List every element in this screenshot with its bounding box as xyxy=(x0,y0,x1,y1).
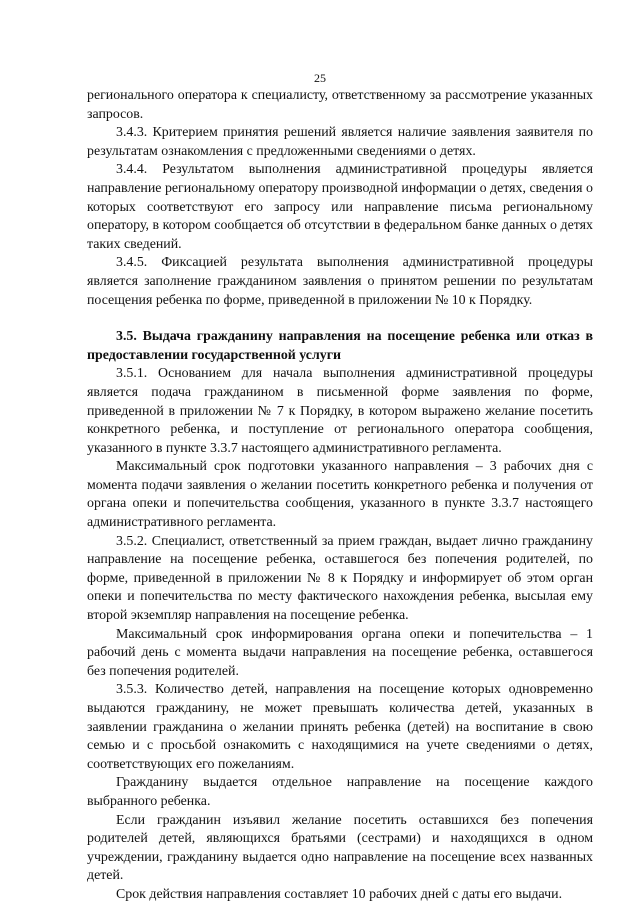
paragraph-3-5-2: 3.5.2. Специалист, ответственный за прием граждан, выдает лично гражданину направление на посещение ребенка, оставшегося без попечения родителей, по форме, приведенной в приложении № 8 к Порядку и информирует об этом орган опеки и попечительства по месту фактического нахождения ребенка, высылая ему второй экземпляр направления на посещение ребенка. xyxy=(87,533,593,624)
paragraph-3-4-3: 3.4.3. Критерием принятия решений является наличие заявления заявителя по результатам ознакомления с предложенными сведениями о детях. xyxy=(87,125,593,159)
paragraph-3-4-5: 3.4.5. Фиксацией результата выполнения административной процедуры является заполнение гражданином заявления о принятом решении по результатам посещения ребенка по форме, приведенной в приложении № 10 к Порядку. xyxy=(87,255,593,308)
paragraph-3-5-1: 3.5.1. Основанием для начала выполнения административной процедуры является подача гражданином в письменной форме заявления по форме, приведенной в приложении № 7 к Порядку, в котором выражено желание посетить конкретного ребенка, и поступление от регионального оператора сообщения, указанного в пункте 3.3.7 настоящего административного регламента. xyxy=(87,366,593,456)
paragraph-3-4-4: 3.4.4. Результатом выполнения административной процедуры является направление региональному оператору производной информации о детях, сведения о которых соответствуют его запросу или направление письма региональному оператору, в котором сообщается об отсутствии в федеральном банке данных о детях таких сведений. xyxy=(87,162,593,252)
paragraph-siblings: Если гражданин изъявил желание посетить оставшихся без попечения родителей детей, являющихся братьями (сестрами) и находящихся в одном учреждении, гражданину выдается одно направление на посещение всех названных детей. xyxy=(87,812,593,884)
page-number: 25 xyxy=(314,71,326,85)
paragraph-max-term-preparation: Максимальный срок подготовки указанного направления – 3 рабочих дня с момента подачи заявления о желании посетить конкретного ребенка и получения от органа опеки и попечительства сообщения, указанного в пункте 3.3.7 настоящего административного регламента. xyxy=(87,459,593,531)
paragraph-continuation: регионального оператора к специалисту, ответственному за рассмотрение указанных запросов. xyxy=(87,88,593,122)
paragraph-max-term-informing: Максимальный срок информирования органа опеки и попечительства – 1 рабочий день с момента выдачи направления на посещение ребенка, оставшегося без попечения родителей. xyxy=(87,626,593,679)
paragraph-separate-referral: Гражданину выдается отдельное направление на посещение каждого выбранного ребенка. xyxy=(87,775,593,809)
section-heading-3-5: 3.5. Выдача гражданину направления на посещение ребенка или отказ в предоставлении государственной услуги xyxy=(87,329,593,363)
paragraph-3-5-3: 3.5.3. Количество детей, направления на посещение которых одновременно выдаются гражданину, не может превышать количества детей, указанных в заявлении гражданина о желании принять ребенка (детей) на воспитание в свою семью и с просьбой ознакомить с находящимися на учете сведениями о детях, соответствующих его пожеланиям. xyxy=(87,682,593,772)
paragraph-validity-term: Срок действия направления составляет 10 рабочих дней с даты его выдачи. xyxy=(116,886,563,902)
document-body xyxy=(87,87,593,905)
